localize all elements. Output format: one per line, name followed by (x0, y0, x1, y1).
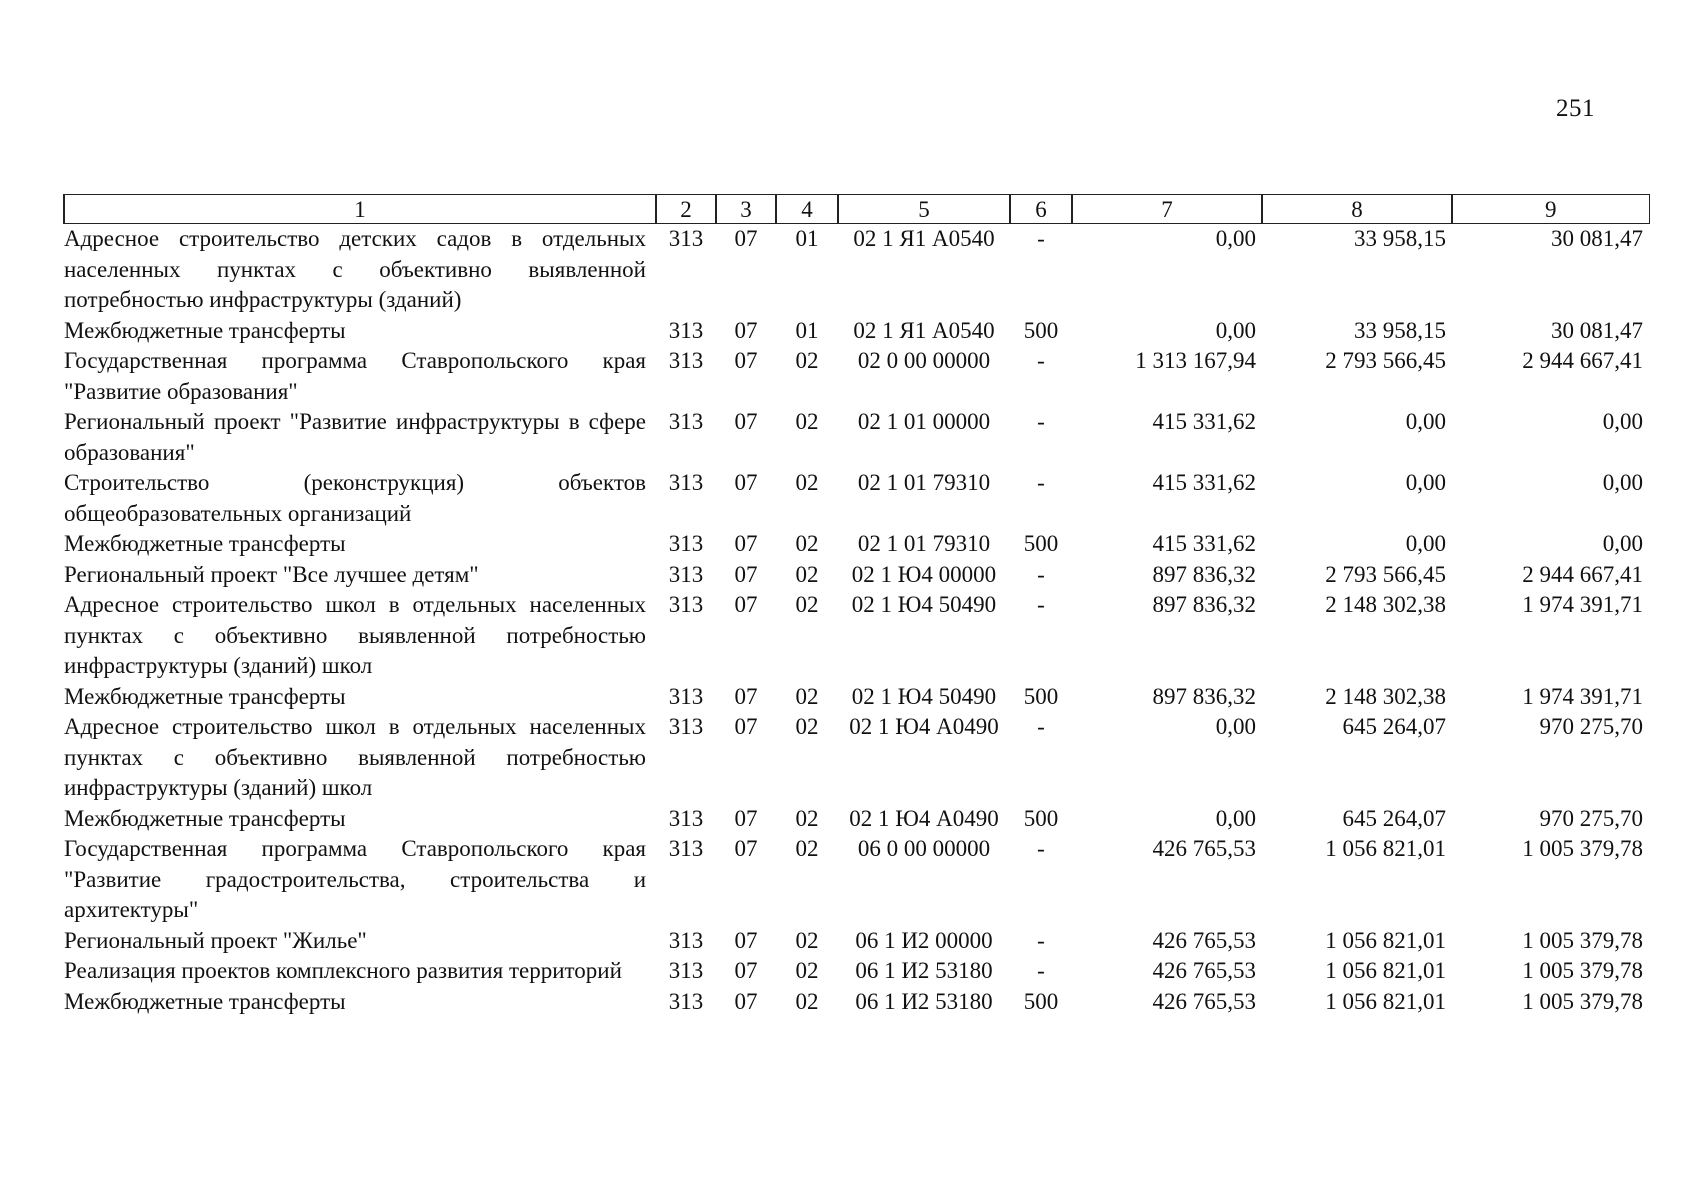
cell-expense-type: - (1037, 409, 1045, 434)
cell-subsection: 02 (795, 988, 819, 1014)
cell-subsection: 02 (795, 409, 819, 434)
cell-subsection: 02 (795, 805, 819, 831)
row-name: Межбюджетные трансферты (64, 805, 346, 831)
cell-subsection: 02 (795, 348, 819, 373)
cell-target-article: 06 1 И2 00000 (855, 927, 993, 953)
cell-expense-type: - (1037, 348, 1045, 373)
cell-amount-col7: 426 765,53 (1152, 927, 1256, 953)
cell-amount-col9: 30 081,47 (1551, 317, 1643, 343)
table-row (64, 926, 1649, 957)
cell-amount-col9: 970 275,70 (1539, 805, 1643, 831)
cell-section: 07 (734, 714, 758, 739)
table-row (64, 560, 1649, 591)
row-name: Межбюджетные трансферты (64, 531, 346, 556)
cell-ministry-code: 313 (668, 226, 704, 251)
cell-amount-col9: 1 974 391,71 (1522, 592, 1643, 617)
table-row (64, 407, 1649, 468)
cell-expense-type: 500 (1023, 531, 1059, 556)
cell-subsection: 02 (795, 927, 819, 953)
cell-amount-col7: 897 836,32 (1152, 561, 1256, 587)
cell-amount-col9: 0,00 (1602, 409, 1643, 434)
cell-target-article: 02 1 Ю4 50490 (851, 683, 997, 709)
table-row (64, 956, 1649, 987)
cell-amount-col8: 1 056 821,01 (1325, 988, 1446, 1014)
cell-amount-col9: 2 944 667,41 (1522, 348, 1643, 373)
cell-subsection: 02 (795, 531, 819, 556)
cell-target-article: 06 1 И2 53180 (855, 988, 993, 1014)
column-header-9: 9 (1452, 195, 1649, 224)
cell-section: 07 (734, 958, 758, 983)
table-header (64, 195, 1649, 224)
column-header-1: 1 (64, 195, 656, 224)
cell-subsection: 02 (795, 958, 819, 983)
cell-ministry-code: 313 (668, 561, 704, 587)
row-name: Адресное строительство школ в отдельных населенных пунктах с объективно выявленной потребностью инфраструктуры (зданий) школ (64, 714, 646, 800)
cell-expense-type: - (1037, 561, 1045, 587)
cell-amount-col8: 2 148 302,38 (1325, 683, 1446, 709)
row-name: Межбюджетные трансферты (64, 317, 346, 343)
cell-amount-col8: 2 148 302,38 (1325, 592, 1446, 617)
cell-amount-col9: 1 005 379,78 (1522, 927, 1643, 953)
cell-target-article: 02 1 01 79310 (857, 531, 991, 556)
table-row (64, 682, 1649, 713)
cell-ministry-code: 313 (668, 805, 704, 831)
cell-amount-col7: 0,00 (1215, 805, 1256, 831)
cell-target-article: 02 1 01 79310 (857, 470, 991, 495)
cell-section: 07 (734, 226, 758, 251)
budget-table (63, 194, 1650, 1017)
cell-amount-col7: 1 313 167,94 (1135, 348, 1256, 373)
cell-ministry-code: 313 (668, 317, 704, 343)
cell-ministry-code: 313 (668, 714, 704, 739)
cell-amount-col9: 2 944 667,41 (1522, 561, 1643, 587)
cell-ministry-code: 313 (668, 531, 704, 556)
cell-amount-col7: 0,00 (1215, 226, 1256, 251)
cell-ministry-code: 313 (668, 988, 704, 1014)
cell-amount-col8: 1 056 821,01 (1325, 927, 1446, 953)
table-body (64, 224, 1649, 1018)
cell-section: 07 (734, 348, 758, 373)
cell-expense-type: - (1037, 927, 1045, 953)
cell-ministry-code: 313 (668, 348, 704, 373)
cell-expense-type: - (1037, 958, 1045, 983)
cell-amount-col9: 30 081,47 (1551, 226, 1643, 251)
cell-amount-col8: 1 056 821,01 (1325, 836, 1446, 861)
cell-section: 07 (734, 592, 758, 617)
row-name: Государственная программа Ставропольского края "Развитие градостроительства, строительства и архитектуры" (64, 836, 646, 922)
cell-target-article: 02 1 Ю4 А0490 (849, 805, 999, 831)
cell-target-article: 02 1 Я1 А0540 (853, 317, 995, 343)
cell-subsection: 02 (795, 836, 819, 861)
row-name: Строительство (реконструкция) объектов общеобразовательных организаций (64, 470, 646, 526)
column-header-7: 7 (1072, 195, 1262, 224)
column-header-4: 4 (776, 195, 838, 224)
column-header-6: 6 (1010, 195, 1072, 224)
cell-amount-col7: 0,00 (1215, 714, 1256, 739)
cell-amount-col8: 0,00 (1405, 470, 1446, 495)
cell-target-article: 02 1 Ю4 А0490 (849, 714, 999, 739)
cell-amount-col8: 645 264,07 (1342, 714, 1446, 739)
row-name: Адресное строительство школ в отдельных населенных пунктах с объективно выявленной потребностью инфраструктуры (зданий) школ (64, 592, 646, 678)
column-header-2: 2 (656, 195, 716, 224)
cell-ministry-code: 313 (668, 409, 704, 434)
cell-section: 07 (734, 561, 758, 587)
cell-amount-col8: 33 958,15 (1354, 226, 1446, 251)
cell-amount-col7: 897 836,32 (1152, 683, 1256, 709)
cell-expense-type: - (1037, 470, 1045, 495)
row-name: Межбюджетные трансферты (64, 988, 346, 1014)
cell-amount-col9: 0,00 (1602, 531, 1643, 556)
row-name: Адресное строительство детских садов в отдельных населенных пунктах с объективно выявленной потребностью инфраструктуры (зданий) (64, 226, 646, 312)
cell-amount-col8: 33 958,15 (1354, 317, 1446, 343)
cell-section: 07 (734, 317, 758, 343)
cell-target-article: 06 0 00 00000 (857, 836, 991, 861)
table-row (64, 346, 1649, 407)
cell-amount-col9: 1 005 379,78 (1522, 958, 1643, 983)
column-header-8: 8 (1262, 195, 1452, 224)
cell-target-article: 06 1 И2 53180 (855, 958, 993, 983)
cell-target-article: 02 0 00 00000 (857, 348, 991, 373)
cell-ministry-code: 313 (668, 683, 704, 709)
cell-target-article: 02 1 01 00000 (857, 409, 991, 434)
cell-amount-col9: 1 974 391,71 (1522, 683, 1643, 709)
cell-subsection: 01 (795, 317, 819, 343)
cell-subsection: 02 (795, 683, 819, 709)
cell-amount-col8: 1 056 821,01 (1325, 958, 1446, 983)
cell-amount-col7: 897 836,32 (1152, 592, 1256, 617)
row-name: Реализация проектов комплексного развития территорий (64, 958, 622, 983)
cell-section: 07 (734, 531, 758, 556)
cell-amount-col7: 426 765,53 (1152, 958, 1256, 983)
header-row (64, 195, 1649, 224)
cell-target-article: 02 1 Ю4 50490 (851, 592, 997, 617)
cell-target-article: 02 1 Ю4 00000 (851, 561, 997, 587)
cell-section: 07 (734, 470, 758, 495)
table-row (64, 804, 1649, 835)
cell-section: 07 (734, 805, 758, 831)
cell-expense-type: 500 (1023, 317, 1059, 343)
table-row (64, 529, 1649, 560)
row-name: Региональный проект "Все лучшее детям" (64, 561, 479, 587)
cell-expense-type: - (1037, 714, 1045, 739)
cell-expense-type: - (1037, 226, 1045, 251)
cell-amount-col9: 1 005 379,78 (1522, 836, 1643, 861)
cell-amount-col8: 645 264,07 (1342, 805, 1446, 831)
row-name: Межбюджетные трансферты (64, 683, 346, 709)
table-row (64, 834, 1649, 926)
cell-expense-type: 500 (1023, 988, 1059, 1014)
table-row (64, 316, 1649, 347)
cell-ministry-code: 313 (668, 470, 704, 495)
cell-subsection: 01 (795, 226, 819, 251)
table-row (64, 712, 1649, 804)
cell-expense-type: 500 (1023, 805, 1059, 831)
cell-section: 07 (734, 988, 758, 1014)
cell-subsection: 02 (795, 561, 819, 587)
cell-amount-col7: 0,00 (1215, 317, 1256, 343)
cell-amount-col7: 415 331,62 (1152, 409, 1256, 434)
cell-amount-col7: 426 765,53 (1152, 836, 1256, 861)
cell-amount-col9: 970 275,70 (1539, 714, 1643, 739)
column-header-5: 5 (838, 195, 1010, 224)
cell-ministry-code: 313 (668, 958, 704, 983)
cell-amount-col7: 426 765,53 (1152, 988, 1256, 1014)
table-row (64, 987, 1649, 1018)
cell-section: 07 (734, 683, 758, 709)
cell-ministry-code: 313 (668, 592, 704, 617)
cell-subsection: 02 (795, 592, 819, 617)
cell-amount-col7: 415 331,62 (1152, 470, 1256, 495)
row-name: Региональный проект "Развитие инфраструктуры в сфере образования" (64, 409, 646, 465)
cell-expense-type: 500 (1023, 683, 1059, 709)
cell-ministry-code: 313 (668, 927, 704, 953)
table-row (64, 468, 1649, 529)
cell-section: 07 (734, 836, 758, 861)
row-name: Государственная программа Ставропольского края "Развитие образования" (64, 348, 646, 404)
cell-section: 07 (734, 409, 758, 434)
cell-target-article: 02 1 Я1 А0540 (853, 226, 995, 251)
cell-expense-type: - (1037, 592, 1045, 617)
cell-amount-col8: 0,00 (1405, 531, 1446, 556)
cell-expense-type: - (1037, 836, 1045, 861)
table-row (64, 590, 1649, 682)
cell-amount-col8: 2 793 566,45 (1325, 348, 1446, 373)
table-row (64, 224, 1649, 316)
column-header-3: 3 (716, 195, 776, 224)
cell-amount-col7: 415 331,62 (1152, 531, 1256, 556)
cell-amount-col9: 0,00 (1602, 470, 1643, 495)
cell-subsection: 02 (795, 714, 819, 739)
cell-amount-col8: 2 793 566,45 (1325, 561, 1446, 587)
cell-ministry-code: 313 (668, 836, 704, 861)
row-name: Региональный проект "Жилье" (64, 927, 367, 953)
cell-amount-col8: 0,00 (1405, 409, 1446, 434)
cell-amount-col9: 1 005 379,78 (1522, 988, 1643, 1014)
cell-subsection: 02 (795, 470, 819, 495)
page-number: 251 (1556, 95, 1595, 122)
cell-section: 07 (734, 927, 758, 953)
